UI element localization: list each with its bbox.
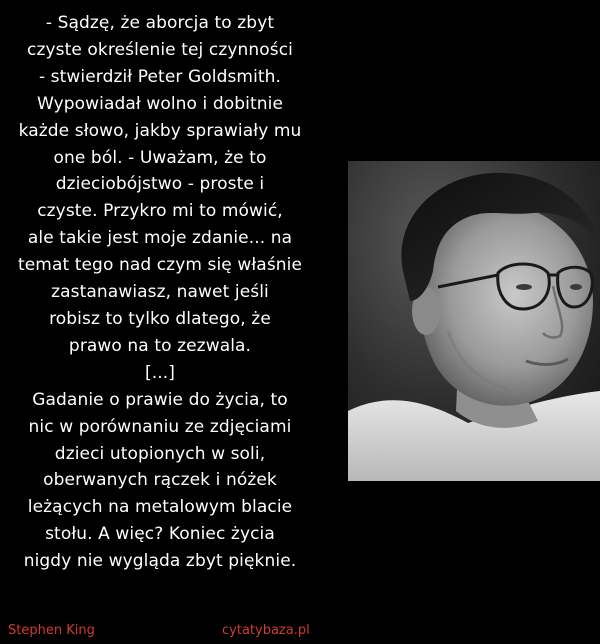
quote-line: prawo na to zezwala.	[68, 335, 252, 356]
quote-line: czyste określenie tej czynności	[27, 39, 293, 60]
author-link[interactable]: Stephen King	[8, 623, 95, 638]
quote-line: każde słowo, jakby sprawiały mu	[18, 120, 302, 141]
quote-line: nigdy nie wygląda zbyt pięknie.	[23, 551, 297, 572]
quote-line: - Sądzę, że aborcja to zbyt	[45, 13, 275, 33]
quote-line: [...]	[145, 362, 175, 383]
author-portrait-image	[348, 161, 600, 481]
quote-line: dzieci utopionych w soli,	[54, 443, 266, 464]
quote-line: czyste. Przykro mi to mówić,	[37, 201, 283, 222]
quote-text	[4, 10, 316, 575]
quote-line: robisz to tylko dlatego, że	[49, 308, 271, 329]
quote-line: Wypowiadał wolno i dobitnie	[36, 93, 283, 114]
quote-line: leżących na metalowym blacie	[27, 497, 293, 518]
quote-line: stołu. A więc? Koniec życia	[45, 524, 275, 545]
quote-line: oberwanych rączek i nóżek	[43, 470, 277, 491]
quote-line: temat tego nad czym się właśnie	[17, 255, 303, 276]
quote-line: one ból. - Uważam, że to	[53, 147, 267, 168]
quote-line: zastanawiasz, nawet jeśli	[51, 282, 269, 303]
quote-line: - stwierdził Peter Goldsmith.	[38, 66, 282, 87]
quote-line: Gadanie o prawie do życia, to	[32, 389, 288, 410]
quote-line: dzieciobójstwo - proste i	[55, 174, 265, 195]
site-link[interactable]: cytatybaza.pl	[222, 623, 310, 638]
quote-line: ale takie jest moje zdanie... na	[27, 228, 293, 249]
author-portrait	[348, 161, 600, 481]
quote-line: nic w porównaniu ze zdjęciami	[28, 416, 292, 437]
